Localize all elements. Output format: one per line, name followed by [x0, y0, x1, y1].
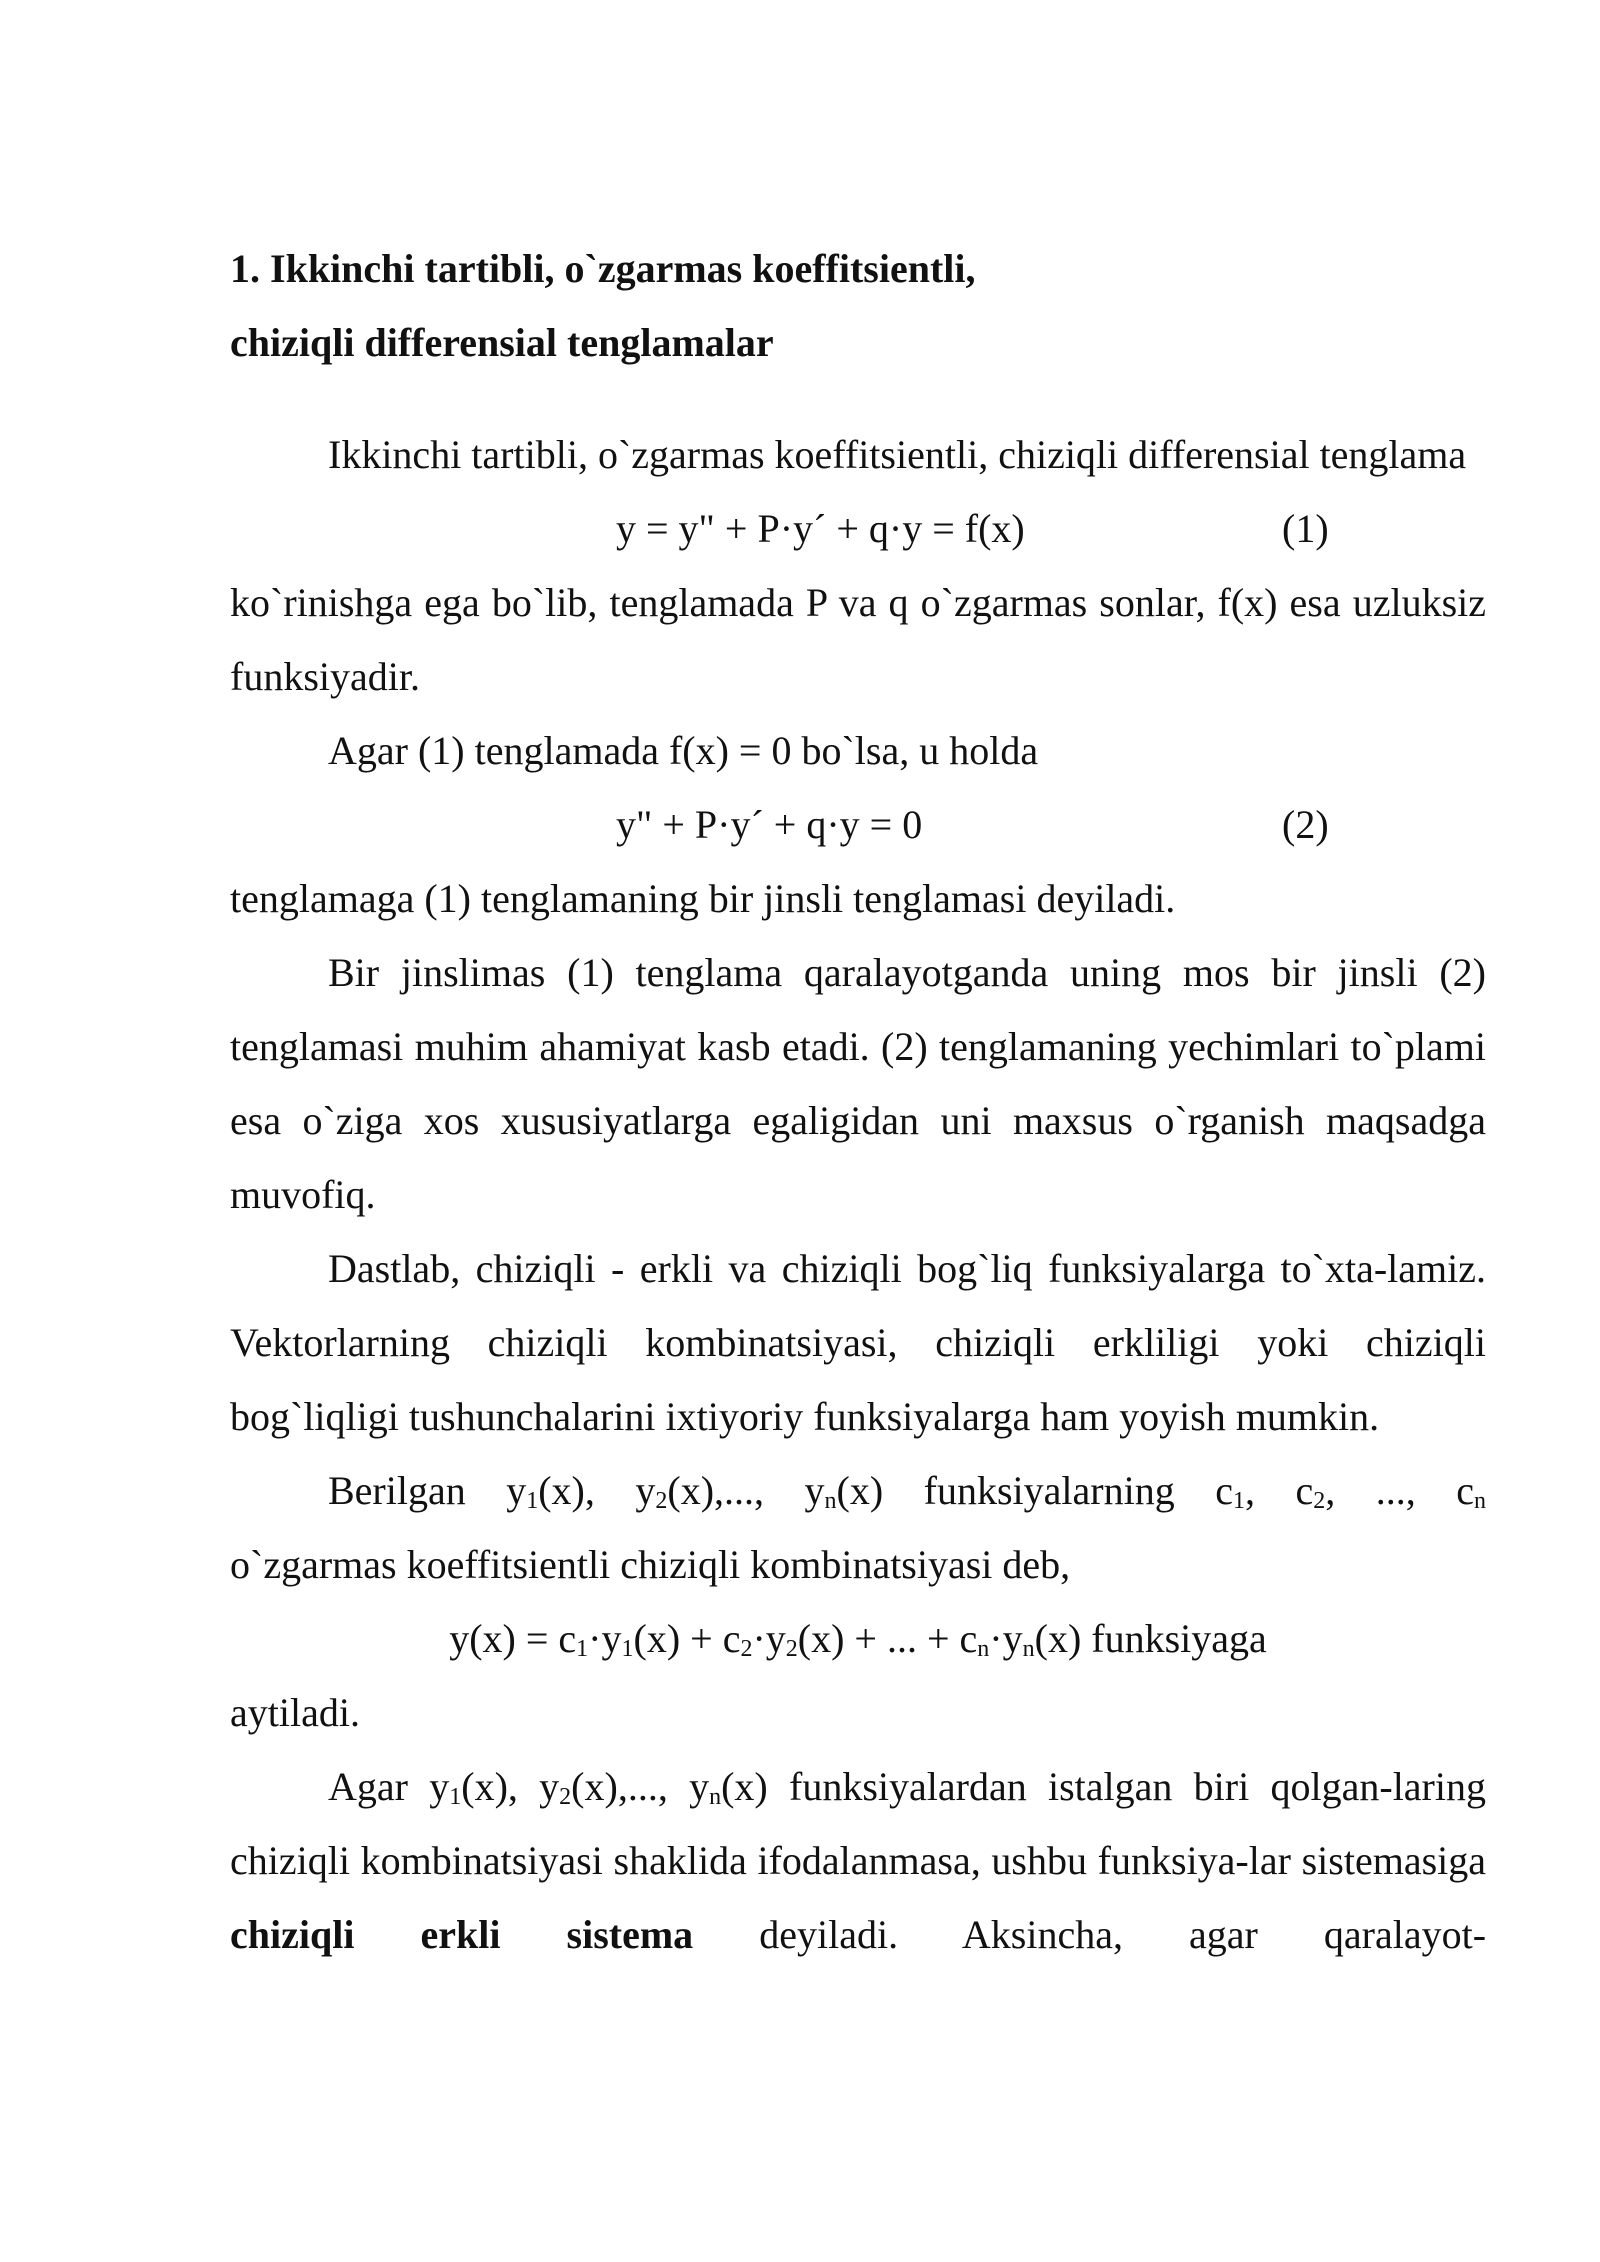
title-line-1: 1. Ikkinchi tartibli, o`zgarmas koeffitsientli,: [230, 246, 976, 291]
title-line-2: chiziqli differensial tenglamalar: [230, 320, 774, 365]
paragraph-importance: Bir jinslimas (1) tenglama qaralayotganda uning mos bir jinsli (2) tenglamasi muhim ahamiyat kasb etadi. (2) tenglamaning yechimlari to`plami esa o`ziga xos xususiyatlarga egaligidan uni maxsus o`rganish maqsadga muvofiq.: [230, 950, 1486, 1217]
equation-2-formula: y" + P·y´ + q·y = 0: [616, 802, 923, 847]
paragraph-combination-line-2: o`zgarmas koeffitsientli chiziqli kombinatsiyasi deb,: [230, 1542, 1071, 1587]
document-page: [230, 232, 1486, 1972]
paragraph-combination-line-1: Berilgan $y_1(x)$, $y_2(x)$,..., $y_n(x)$ funksiyalarning $c_1$, $c_2$, ..., $c_n$: [328, 1468, 1487, 1514]
equation-combination: $y(x) = c_1\cdot y_1(x) + c_2\cdot y_2(x)$ + ... + $c_n\cdot y_n(x)$ funksiyaga: [449, 1616, 1267, 1662]
equation-1-number: (1): [1282, 506, 1329, 551]
paragraph-condition: Agar (1) tenglamada f(x) = 0 bo`lsa, u holda: [328, 728, 1039, 773]
paragraph-independent-system: Agar $y_1(x)$, $y_2(x)$,..., $y_n(x)$ funksiyalardan istalgan biri qolgan-laring chiziqli kombinatsiyasi shaklida ifodalanmasa, ushbu funksiya-lar sistemasiga chiziqli erkli sistema deyiladi. Aksincha, agar qaralayot-: [230, 1764, 1487, 1957]
paragraph-explanation: ko`rinishga ega bo`lib, tenglamada P va q o`zgarmas sonlar, f(x) esa uzluksiz funksiyadir.: [230, 580, 1486, 699]
paragraph-linear-dependence: Dastlab, chiziqli - erkli va chiziqli bog`liq funksiyalarga to`xta-lamiz. Vektorlarning chiziqli kombinatsiyasi, chiziqli erkliligi yoki chiziqli bog`liqligi tushunchalarini ixtiyoriy funksiyalarga ham yoyish mumkin.: [230, 1246, 1486, 1439]
paragraph-combination-end: aytiladi.: [230, 1690, 360, 1735]
equation-1-formula: y = y" + P·y´ + q·y = f(x): [616, 506, 1025, 551]
paragraph-intro: Ikkinchi tartibli, o`zgarmas koeffitsientli, chiziqli differensial tenglama: [328, 432, 1467, 477]
equation-2: [230, 788, 1486, 862]
paragraph-homogeneous: tenglamaga (1) tenglamaning bir jinsli tenglamasi deyiladi.: [230, 876, 1176, 921]
equation-1: [230, 492, 1486, 566]
equation-2-number: (2): [1282, 802, 1329, 847]
term-linear-independent-system: chiziqli erkli sistema: [230, 1912, 694, 1957]
section-title: [230, 232, 1486, 380]
